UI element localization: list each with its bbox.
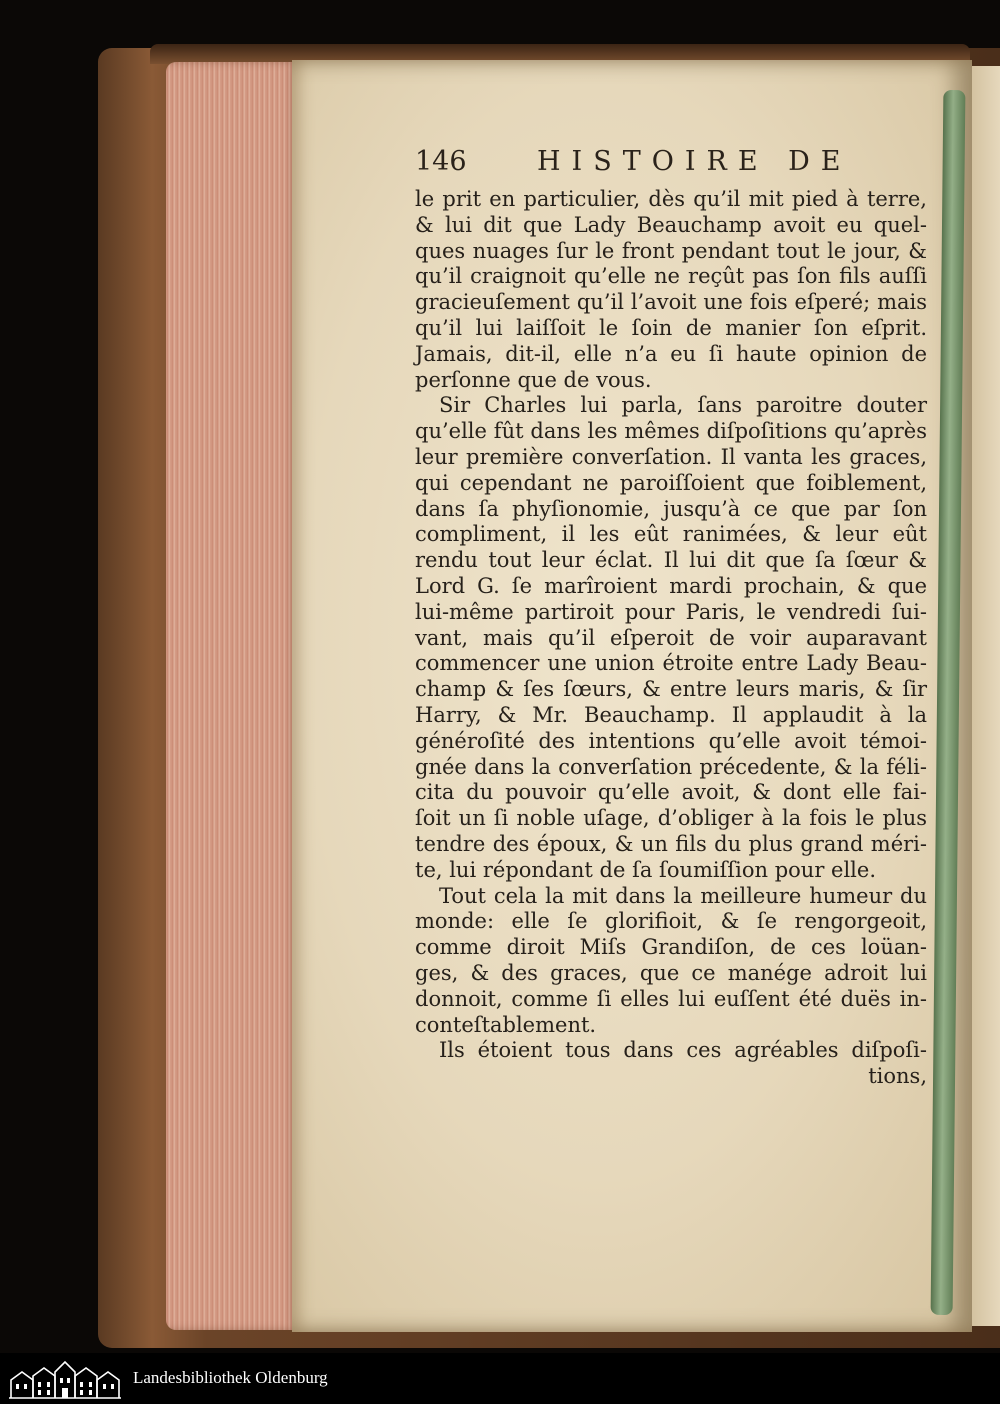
text-line: commencer une union étroite entre Lady Beau- [415, 651, 927, 676]
library-footer [0, 1353, 1000, 1404]
text-line: tendre des époux, & un fils du plus grand méri- [415, 831, 927, 856]
text-line: qu’il lui laiſſoit le ſoin de manier ſon eſprit. [415, 315, 927, 340]
text-line: compliment, il les eût ranimées, & leur eût [415, 522, 927, 547]
text-line: vant, mais qu’il eſperoit de voir auparavant [415, 625, 927, 650]
text-line: ges, & des graces, que ce manége adroit lui [415, 960, 927, 985]
text-line: Harry, & Mr. Beauchamp. Il applaudit à la [415, 702, 927, 727]
text-line: qu’il craignoit qu’elle ne reçût pas ſon fils auſſi [415, 264, 927, 289]
page-edges [166, 62, 298, 1330]
text-line: Lord G. ſe marîroient mardi prochain, & que [415, 573, 927, 598]
text-line: le prit en particulier, dès qu’il mit pied à terre, [415, 187, 927, 211]
text-line: ſoit un ſi noble uſage, d’obliger à la fois le plus [415, 806, 927, 831]
text-line: Ils étoient tous dans ces agréables diſpoſi- [439, 1038, 927, 1063]
text-line: Tout cela la mit dans la meilleure humeur du [439, 883, 927, 908]
text-line: champ & ſes ſœurs, & entre leurs maris, & ſir [415, 677, 927, 702]
text-line: conteſtablement. [415, 1012, 597, 1037]
text-line: Jamais, dit-il, elle n’a eu ſi haute opinion de [415, 341, 927, 366]
text-line: lui-même partiroit pour Paris, le vendredi ſui- [415, 599, 927, 624]
library-building-icon [8, 1358, 123, 1400]
text-line: comme diroit Miſs Grandiſon, de ces loüan- [415, 935, 927, 960]
text-line: qu’elle fût dans les mêmes diſpoſitions qu’après [415, 419, 927, 444]
running-head: HISTOIRE DE [537, 146, 852, 177]
text-line: gracieuſement qu’il l’avoit une fois eſperé; mais [415, 290, 927, 315]
page-header [415, 146, 930, 180]
text-line: rendu tout leur éclat. Il lui dit que ſa ſœur & [415, 548, 927, 573]
text-line: dans ſa phyſionomie, jusqu’à ce que par ſon [415, 496, 927, 521]
text-line: généroſité des intentions qu’elle avoit témoi- [415, 728, 927, 753]
text-line: qui cependant ne paroiſſoient que foiblement, [415, 470, 927, 495]
text-line: te, lui répondant de ſa ſoumiſſion pour elle. [415, 857, 877, 882]
text-line: ques nuages ſur le front pendant tout le jour, & [415, 238, 927, 263]
text-line: Sir Charles lui parla, ſans paroitre douter [439, 393, 927, 418]
library-name: Landesbibliothek Oldenburg [133, 1368, 328, 1387]
text-line: & lui dit que Lady Beauchamp avoit eu quel- [415, 212, 927, 237]
text-line: perſonne que de vous. [415, 367, 652, 392]
text-line: leur première converſation. Il vanta les graces, [415, 444, 927, 469]
text-line: cita du pouvoir qu’elle avoit, & dont elle fai- [415, 780, 927, 805]
text-line: donnoit, comme ſi elles lui euſſent été duës in- [415, 986, 927, 1011]
page-number: 146 [415, 146, 467, 177]
text-line: gnée dans la converſation précedente, & la féli- [415, 754, 927, 779]
page-text [415, 187, 927, 1090]
catchword: tions, [868, 1064, 927, 1089]
text-line: monde: elle ſe glorifioit, & ſe rengorgeoit, [415, 909, 927, 934]
